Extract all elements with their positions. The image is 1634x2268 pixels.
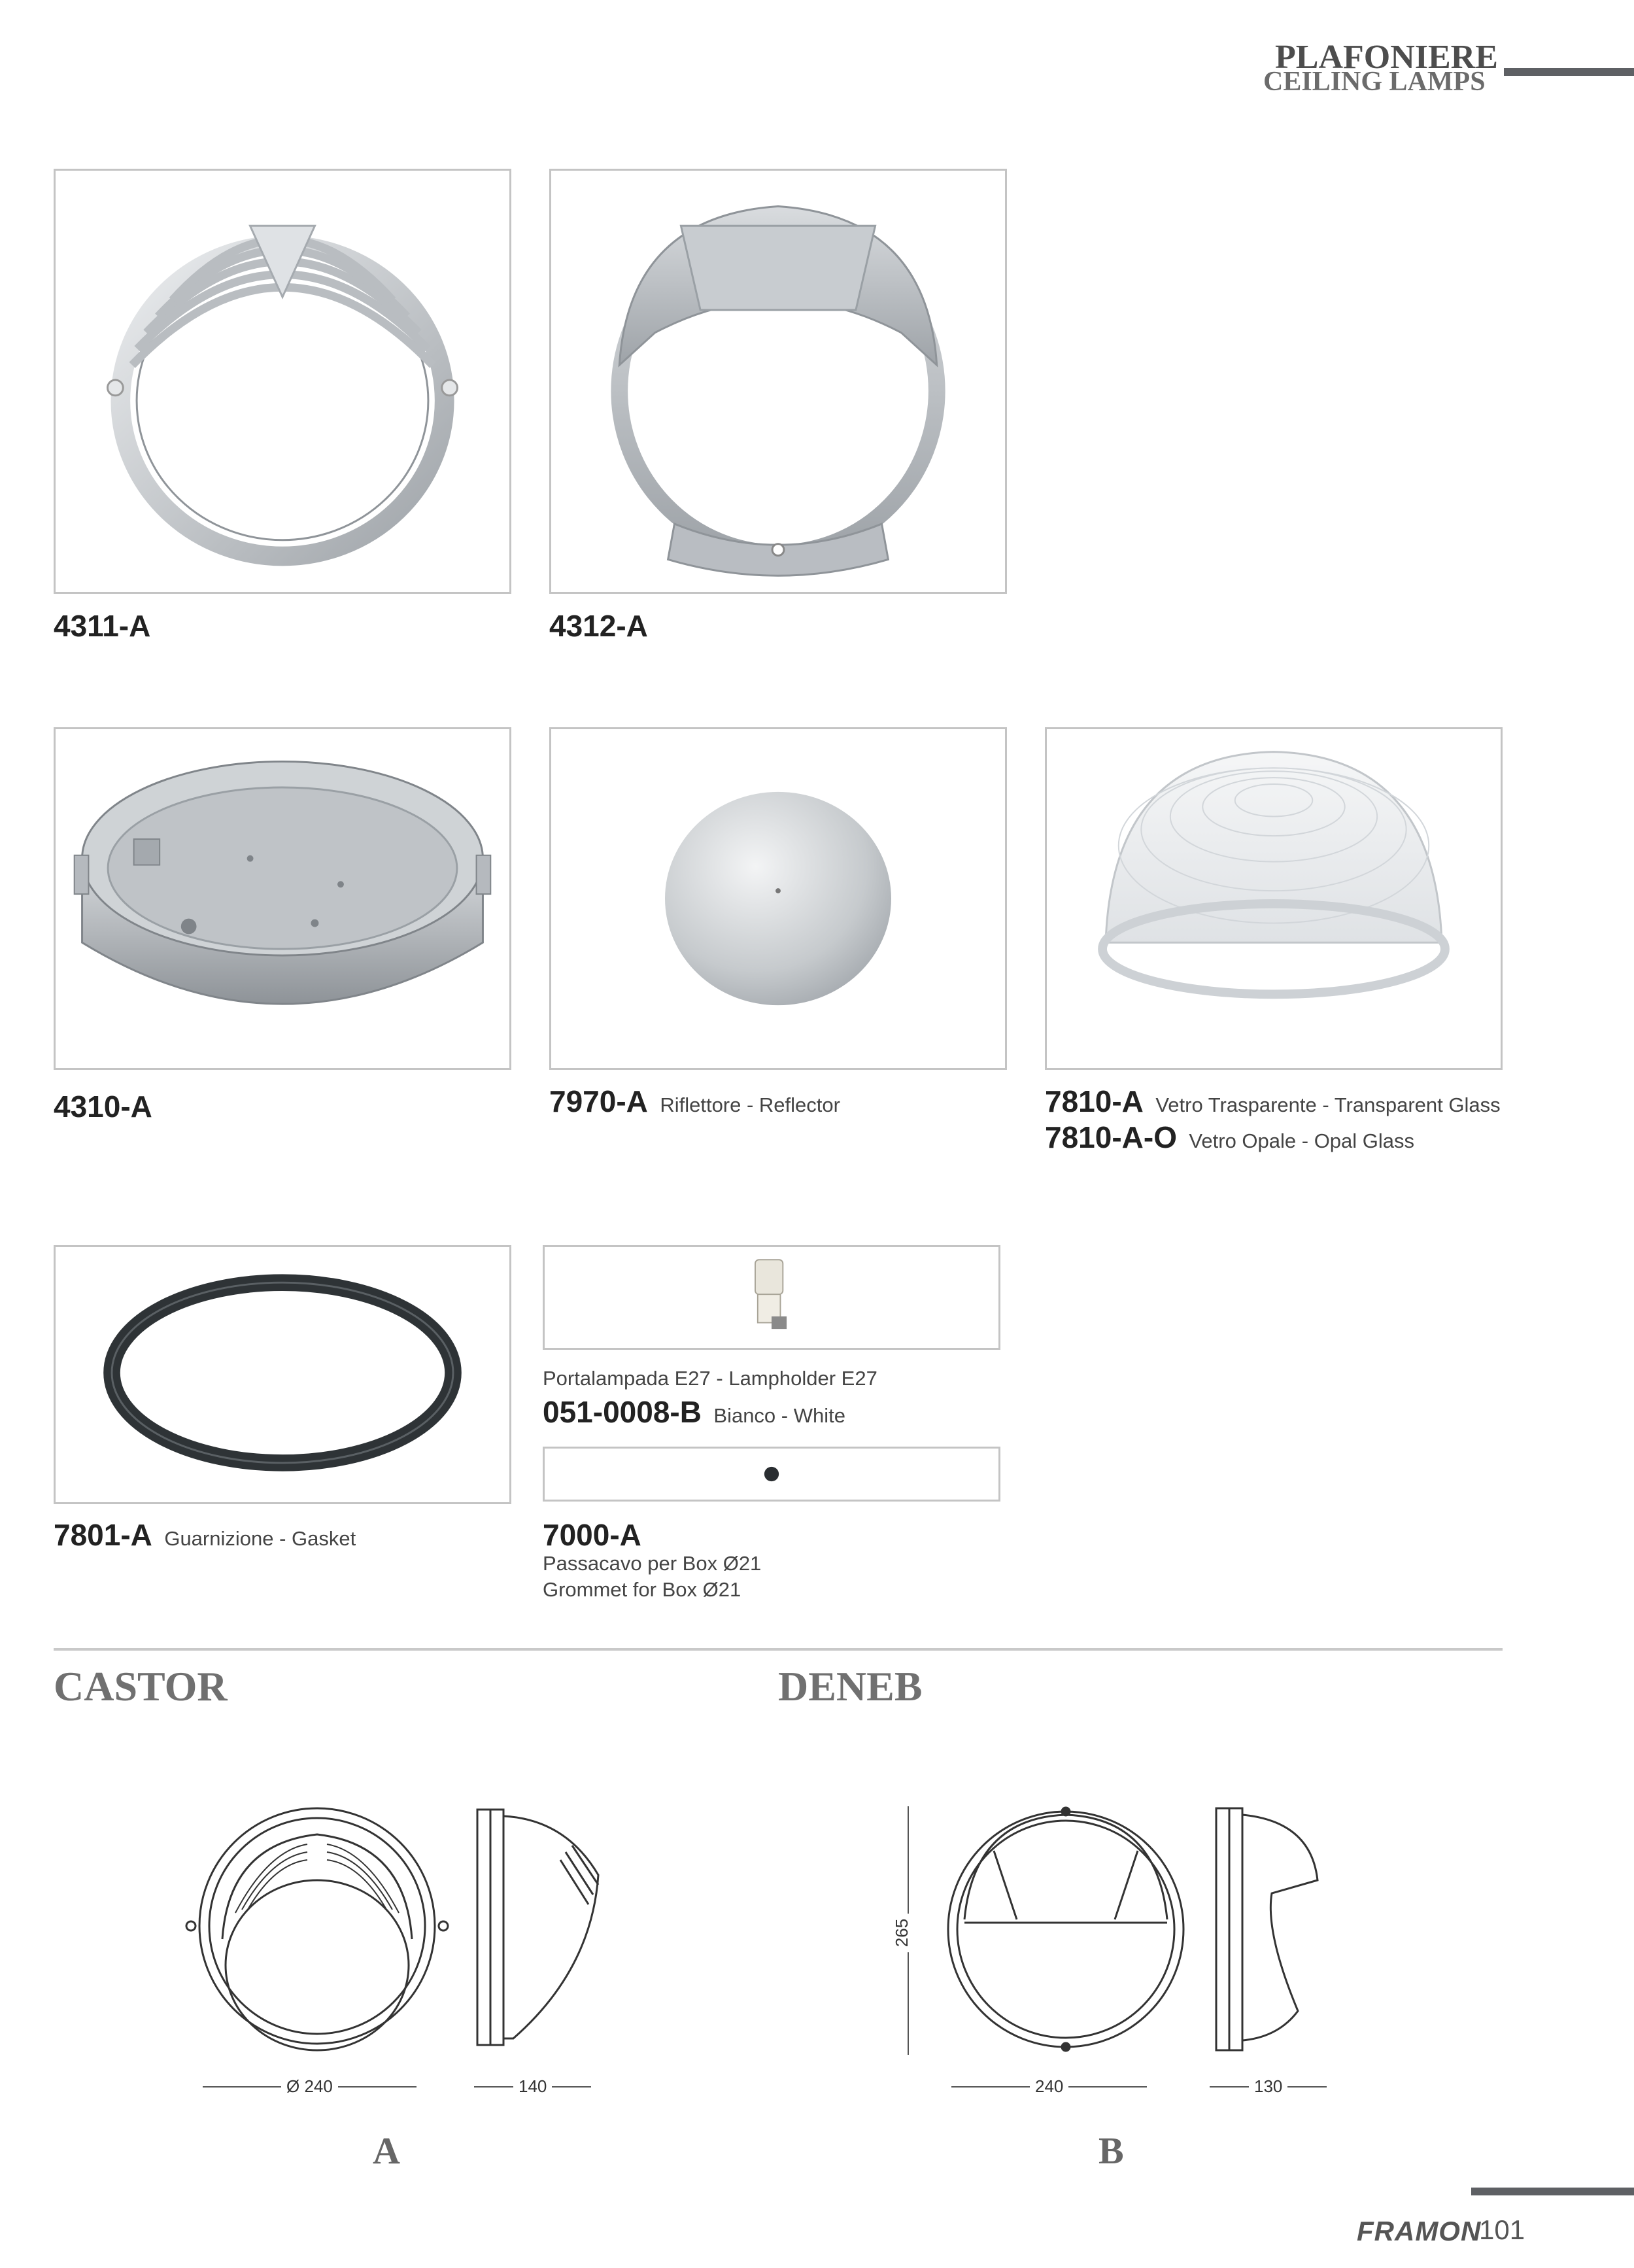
brand-logo: FRAMON bbox=[1357, 2216, 1482, 2246]
reflector-disc-icon bbox=[551, 729, 1005, 1068]
lampholder-code: 051-0008-B bbox=[543, 1395, 702, 1429]
castor-dim-depth: 140 bbox=[513, 2076, 552, 2097]
lampholder-desc: Bianco - White bbox=[713, 1404, 845, 1427]
model-letter-b: B bbox=[1098, 2129, 1124, 2172]
product-image-4312-a bbox=[549, 169, 1007, 594]
deneb-dim-width: 240 bbox=[1030, 2076, 1068, 2097]
grommet-image bbox=[543, 1447, 1000, 1502]
deneb-dim-height: 265 bbox=[892, 1914, 912, 1952]
product-image-4311-a bbox=[54, 169, 511, 594]
footer-rule bbox=[1471, 2188, 1634, 2195]
gasket-ring-icon bbox=[56, 1247, 509, 1502]
product-code-7810-a: 7810-A bbox=[1045, 1084, 1144, 1118]
grommet-line-2: Grommet for Box Ø21 bbox=[543, 1578, 741, 1601]
page-number: 101 bbox=[1479, 2214, 1525, 2245]
castor-dim-diameter: Ø 240 bbox=[281, 2076, 338, 2097]
product-image-7801-a bbox=[54, 1245, 511, 1504]
product-desc-7970-a: Riflettore - Reflector bbox=[660, 1093, 840, 1116]
product-desc-7801-a: Guarnizione - Gasket bbox=[164, 1527, 356, 1550]
base-tray-icon bbox=[56, 729, 509, 1068]
product-image-4310-a bbox=[54, 727, 511, 1070]
header-title-it: PLAFONIERE bbox=[1275, 39, 1498, 76]
grommet-code: 7000-A bbox=[543, 1518, 641, 1552]
castor-side-view bbox=[474, 1806, 611, 2048]
product-desc-7810-a: Vetro Trasparente - Transparent Glass bbox=[1155, 1093, 1501, 1116]
product-desc-7810-a-o: Vetro Opale - Opal Glass bbox=[1189, 1129, 1415, 1152]
grille-ring-icon bbox=[56, 171, 509, 592]
product-code-7970-a: 7970-A bbox=[549, 1084, 648, 1118]
eyelid-ring-icon bbox=[551, 171, 1005, 592]
castor-front-view bbox=[177, 1792, 458, 2060]
header-rule bbox=[1504, 68, 1634, 76]
product-code-7801-a: 7801-A bbox=[54, 1518, 152, 1552]
product-code-4311-a: 4311-A bbox=[54, 609, 151, 643]
grommet-line-1: Passacavo per Box Ø21 bbox=[543, 1552, 762, 1575]
grommet-icon bbox=[545, 1449, 998, 1500]
model-letter-a: A bbox=[373, 2129, 400, 2172]
deneb-dim-depth: 130 bbox=[1249, 2076, 1287, 2097]
model-title-deneb: DENEB bbox=[778, 1663, 923, 1710]
glass-dome-icon bbox=[1047, 729, 1501, 1068]
lampholder-icon bbox=[545, 1247, 998, 1348]
lampholder-image bbox=[543, 1245, 1000, 1350]
lampholder-label: Portalampada E27 - Lampholder E27 bbox=[543, 1367, 877, 1390]
deneb-side-view bbox=[1213, 1802, 1331, 2060]
product-code-7810-a-o: 7810-A-O bbox=[1045, 1120, 1177, 1154]
product-code-4310-a: 4310-A bbox=[54, 1090, 152, 1124]
product-image-7810-a bbox=[1045, 727, 1503, 1070]
model-title-castor: CASTOR bbox=[54, 1663, 228, 1710]
deneb-front-view bbox=[942, 1798, 1190, 2060]
product-code-4312-a: 4312-A bbox=[549, 609, 648, 643]
header-title-en: CEILING LAMPS bbox=[1263, 67, 1486, 97]
product-image-7970-a bbox=[549, 727, 1007, 1070]
section-divider bbox=[54, 1648, 1503, 1651]
